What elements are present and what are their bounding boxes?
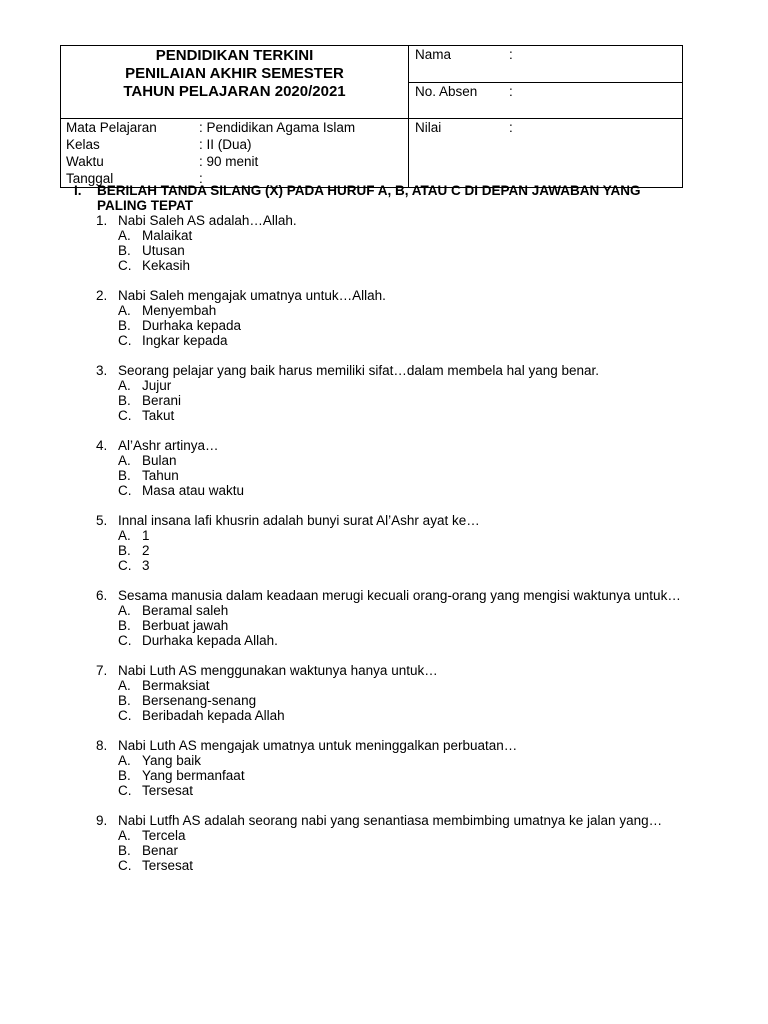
question-text: Nabi Luth AS menggunakan waktunya hanya untuk… bbox=[118, 663, 438, 678]
option-letter: C. bbox=[118, 258, 132, 273]
option-text: Tahun bbox=[142, 468, 179, 483]
question-item bbox=[74, 438, 694, 498]
option-letter: A. bbox=[118, 453, 131, 468]
question-body bbox=[118, 213, 693, 273]
option-letter: A. bbox=[118, 378, 131, 393]
question-number: 8. bbox=[96, 738, 108, 753]
question-body bbox=[118, 738, 693, 798]
option-text: Masa atau waktu bbox=[142, 483, 245, 498]
answer-option[interactable] bbox=[118, 633, 693, 648]
exam-title-block bbox=[61, 46, 409, 119]
question-number: 2. bbox=[96, 288, 108, 303]
question-item bbox=[74, 588, 694, 648]
subject-info bbox=[61, 119, 409, 188]
question-number: 1. bbox=[96, 213, 108, 228]
answer-option[interactable] bbox=[118, 303, 693, 318]
question-item bbox=[74, 813, 694, 873]
option-text: Yang baik bbox=[142, 753, 202, 768]
answer-option[interactable] bbox=[118, 708, 693, 723]
answer-option[interactable] bbox=[118, 603, 693, 618]
question-row bbox=[74, 663, 694, 723]
option-letter: C. bbox=[118, 333, 132, 348]
question-number: 9. bbox=[96, 813, 108, 828]
question-row bbox=[74, 513, 694, 573]
question-row bbox=[74, 813, 694, 873]
question-item bbox=[74, 738, 694, 798]
score-field[interactable] bbox=[409, 119, 683, 188]
option-letter: C. bbox=[118, 483, 132, 498]
option-letter: B. bbox=[118, 468, 131, 483]
answer-option[interactable] bbox=[118, 318, 693, 333]
name-label: Nama bbox=[415, 47, 452, 62]
option-text: Yang bermanfaat bbox=[142, 768, 245, 783]
answer-option[interactable] bbox=[118, 408, 693, 423]
option-text: Bermaksiat bbox=[142, 678, 210, 693]
academic-year: TAHUN PELAJARAN 2020/2021 bbox=[123, 83, 346, 100]
question-section bbox=[74, 183, 694, 888]
answer-option[interactable] bbox=[118, 393, 693, 408]
answer-option[interactable] bbox=[118, 618, 693, 633]
question-body bbox=[118, 813, 693, 873]
answer-option[interactable] bbox=[118, 558, 693, 573]
option-letter: C. bbox=[118, 633, 132, 648]
option-letter: C. bbox=[118, 708, 132, 723]
option-letter: C. bbox=[118, 858, 132, 873]
option-text: Berbuat jawah bbox=[142, 618, 229, 633]
option-letter: A. bbox=[118, 528, 131, 543]
option-text: Tersesat bbox=[142, 858, 194, 873]
question-body bbox=[118, 513, 693, 573]
option-letter: A. bbox=[118, 228, 131, 243]
question-body bbox=[118, 363, 693, 423]
option-text: Malaikat bbox=[142, 228, 193, 243]
option-letter: B. bbox=[118, 768, 131, 783]
answer-option[interactable] bbox=[118, 333, 693, 348]
option-letter: C. bbox=[118, 558, 132, 573]
time-value: : 90 menit bbox=[199, 154, 259, 169]
option-text: 1 bbox=[142, 528, 150, 543]
option-text: Bulan bbox=[142, 453, 177, 468]
option-text: Menyembah bbox=[142, 303, 217, 318]
option-letter: A. bbox=[118, 678, 131, 693]
section-instruction: BERILAH TANDA SILANG (X) PADA HURUF A, B, ATAU C DI DEPAN JAWABAN YANG PALING TEPAT bbox=[97, 183, 641, 213]
option-letter: B. bbox=[118, 693, 131, 708]
answer-option[interactable] bbox=[118, 453, 693, 468]
question-number: 4. bbox=[96, 438, 108, 453]
answer-option[interactable] bbox=[118, 828, 693, 843]
option-text: Bersenang-senang bbox=[142, 693, 257, 708]
option-text: Beribadah kepada Allah bbox=[142, 708, 285, 723]
time-label: Waktu bbox=[66, 154, 104, 169]
option-letter: A. bbox=[118, 753, 131, 768]
question-text: Seorang pelajar yang baik harus memiliki sifat…dalam membela hal yang benar. bbox=[118, 363, 600, 378]
option-text: Utusan bbox=[142, 243, 185, 258]
info-row-class bbox=[61, 136, 408, 153]
option-text: Tersesat bbox=[142, 783, 194, 798]
answer-option[interactable] bbox=[118, 378, 693, 393]
question-number: 3. bbox=[96, 363, 108, 378]
class-label: Kelas bbox=[66, 137, 100, 152]
option-text: 2 bbox=[142, 543, 150, 558]
question-text: Nabi Saleh mengajak umatnya untuk…Allah. bbox=[118, 288, 386, 303]
question-row bbox=[74, 213, 694, 273]
answer-option[interactable] bbox=[118, 483, 693, 498]
question-text: Nabi Saleh AS adalah…Allah. bbox=[118, 213, 297, 228]
option-letter: B. bbox=[118, 543, 131, 558]
subject-label: Mata Pelajaran bbox=[66, 120, 157, 135]
answer-option[interactable] bbox=[118, 843, 693, 858]
option-letter: C. bbox=[118, 408, 132, 423]
question-row bbox=[74, 363, 694, 423]
option-text: Ingkar kepada bbox=[142, 333, 228, 348]
option-text: Kekasih bbox=[142, 258, 191, 273]
answer-option[interactable] bbox=[118, 693, 693, 708]
option-text: Benar bbox=[142, 843, 179, 858]
question-item bbox=[74, 513, 694, 573]
question-row bbox=[74, 738, 694, 798]
option-letter: C. bbox=[118, 783, 132, 798]
name-field[interactable] bbox=[409, 46, 683, 83]
answer-option[interactable] bbox=[118, 783, 693, 798]
subject-value: : Pendidikan Agama Islam bbox=[199, 120, 356, 135]
info-row-time bbox=[61, 153, 408, 170]
info-row-subject bbox=[61, 119, 408, 136]
question-number: 6. bbox=[96, 588, 108, 603]
option-letter: B. bbox=[118, 843, 131, 858]
answer-option[interactable] bbox=[118, 528, 693, 543]
question-text: Sesama manusia dalam keadaan merugi kecuali orang-orang yang mengisi waktunya untuk… bbox=[118, 588, 681, 603]
question-number: 5. bbox=[96, 513, 108, 528]
date-label: Tanggal bbox=[66, 171, 114, 186]
question-text: Nabi Luth AS mengajak umatnya untuk meninggalkan perbuatan… bbox=[118, 738, 518, 753]
answer-option[interactable] bbox=[118, 243, 693, 258]
option-text: 3 bbox=[142, 558, 150, 573]
option-text: Jujur bbox=[142, 378, 172, 393]
question-row bbox=[74, 588, 694, 648]
answer-option[interactable] bbox=[118, 468, 693, 483]
absen-colon: : bbox=[509, 84, 513, 99]
exam-name: PENILAIAN AKHIR SEMESTER bbox=[125, 65, 344, 82]
option-text: Berani bbox=[142, 393, 182, 408]
exam-header-table bbox=[60, 45, 683, 188]
date-value: : bbox=[199, 171, 203, 186]
option-letter: B. bbox=[118, 243, 131, 258]
class-value: : II (Dua) bbox=[199, 137, 252, 152]
question-item bbox=[74, 363, 694, 423]
question-item bbox=[74, 663, 694, 723]
name-colon: : bbox=[509, 47, 513, 62]
question-text: Al’Ashr artinya… bbox=[118, 438, 219, 453]
option-text: Beramal saleh bbox=[142, 603, 229, 618]
answer-option[interactable] bbox=[118, 753, 693, 768]
option-letter: B. bbox=[118, 393, 131, 408]
question-body bbox=[118, 663, 693, 723]
question-body bbox=[118, 288, 693, 348]
answer-option[interactable] bbox=[118, 678, 693, 693]
answer-option[interactable] bbox=[118, 543, 693, 558]
option-text: Tercela bbox=[142, 828, 186, 843]
question-body bbox=[118, 438, 693, 498]
score-label: Nilai bbox=[415, 120, 442, 135]
option-letter: A. bbox=[118, 828, 131, 843]
answer-option[interactable] bbox=[118, 228, 693, 243]
option-text: Durhaka kepada bbox=[142, 318, 242, 333]
question-text: Innal insana lafi khusrin adalah bunyi surat Al’Ashr ayat ke… bbox=[118, 513, 480, 528]
absen-field[interactable] bbox=[409, 83, 683, 119]
answer-option[interactable] bbox=[118, 258, 693, 273]
absen-label: No. Absen bbox=[415, 84, 478, 99]
question-text: Nabi Lutfh AS adalah seorang nabi yang senantiasa membimbing umatnya ke jalan yang… bbox=[118, 813, 663, 828]
question-row bbox=[74, 438, 694, 498]
question-row bbox=[74, 288, 694, 348]
score-colon: : bbox=[509, 120, 513, 135]
option-letter: B. bbox=[118, 318, 131, 333]
question-item bbox=[74, 213, 694, 273]
option-text: Takut bbox=[142, 408, 175, 423]
answer-option[interactable] bbox=[118, 768, 693, 783]
question-body bbox=[118, 588, 693, 648]
question-list bbox=[74, 213, 694, 873]
section-heading bbox=[74, 183, 694, 213]
option-letter: A. bbox=[118, 303, 131, 318]
option-text: Durhaka kepada Allah. bbox=[142, 633, 278, 648]
section-number: I. bbox=[74, 183, 82, 198]
option-letter: B. bbox=[118, 618, 131, 633]
answer-option[interactable] bbox=[118, 858, 693, 873]
question-item bbox=[74, 288, 694, 348]
question-number: 7. bbox=[96, 663, 108, 678]
option-letter: A. bbox=[118, 603, 131, 618]
school-name: PENDIDIKAN TERKINI bbox=[155, 47, 314, 64]
